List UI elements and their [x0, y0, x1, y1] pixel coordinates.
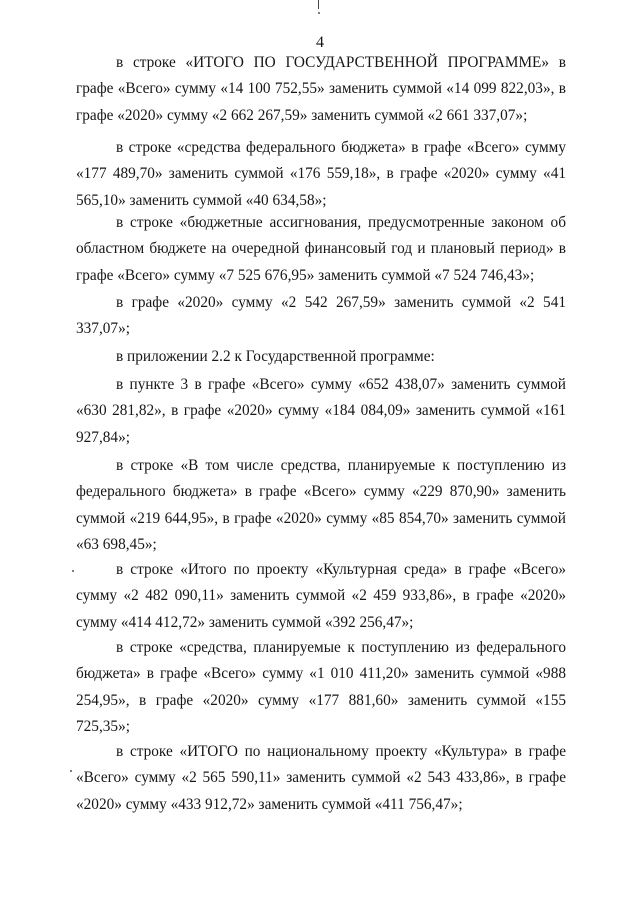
scan-speck — [72, 570, 74, 572]
paragraph-6: в пункте 3 в графе «Всего» сумму «652 438,07» заменить суммой «630 281,82», в графе «2020» сумму «184 084,09» заменить суммой «161 927,84»; — [76, 376, 566, 446]
paragraph-1: в строке «ИТОГО ПО ГОСУДАРСТВЕННОЙ ПРОГРАММЕ» в графе «Всего» сумму «14 100 752,55» заменить суммой «14 099 822,03», в графе «2020» сумму «2 662 267,59» заменить суммой «2 661 337,07»; — [76, 54, 566, 124]
scan-speck — [70, 770, 72, 772]
scan-mark — [318, 0, 319, 9]
paragraph-8: в строке «Итого по проекту «Культурная среда» в графе «Всего» сумму «2 482 090,11» заменить суммой «2 459 933,86», в графе «2020» сумму «414 412,72» заменить суммой «392 256,47»; — [76, 561, 566, 631]
page-number: 4 — [316, 34, 324, 51]
paragraph-9: в строке «средства, планируемые к поступлению из федерального бюджета» в графе «Всего» сумму «1 010 411,20» заменить суммой «988 254,95», в графе «2020» сумму «177 881,60» заменить суммой «155 725,35»; — [76, 639, 566, 736]
paragraph-3: в строке «бюджетные ассигнования, предусмотренные законом об областном бюджете на очередной финансовый год и плановый период» в графе «Всего» сумму «7 525 676,95» заменить суммой «7 524 746,43»; — [76, 214, 566, 284]
paragraph-2: в строке «средства федерального бюджета» в графе «Всего» сумму «177 489,70» заменить суммой «176 559,18», в графе «2020» сумму «41 565,10» заменить суммой «40 634,58»; — [76, 139, 566, 209]
paragraph-5: в приложении 2.2 к Государственной программе: — [116, 348, 435, 365]
paragraph-4: в графе «2020» сумму «2 542 267,59» заменить суммой «2 541 337,07»; — [76, 294, 566, 338]
paragraph-10: в строке «ИТОГО по национальному проекту «Культура» в графе «Всего» сумму «2 565 590,11» заменить суммой «2 543 433,86», в графе «2020» сумму «433 912,72» заменить суммой «411 756,47»; — [76, 743, 566, 813]
scan-speck — [318, 12, 320, 14]
paragraph-7: в строке «В том числе средства, планируемые к поступлению из федерального бюджета» в графе «Всего» сумму «229 870,90» заменить суммой «219 644,95», в графе «2020» сумму «85 854,70» заменить суммой «63 698,45»; — [76, 457, 566, 554]
